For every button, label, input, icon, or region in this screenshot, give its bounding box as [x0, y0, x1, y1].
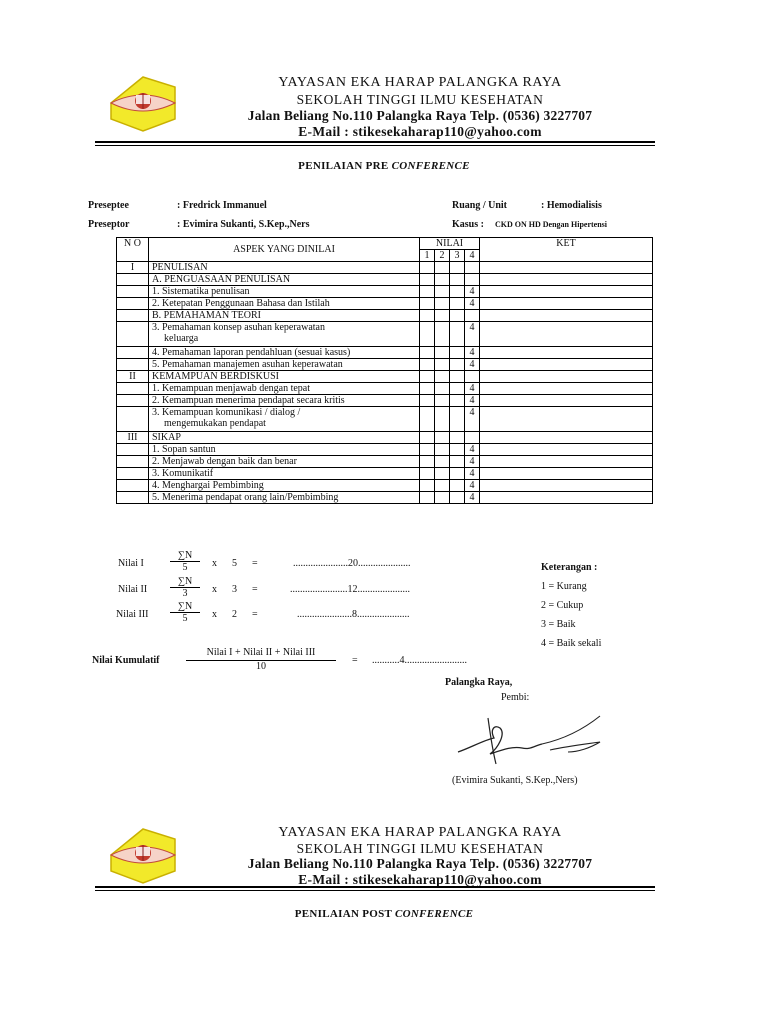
row-number: [117, 359, 149, 371]
header-rule: [95, 141, 655, 143]
table-row: [117, 383, 653, 395]
row-aspect: 5. Menerima pendapat orang lain/Pembimbing: [149, 492, 420, 504]
nilai-2-fraction: [170, 576, 200, 599]
keterangan-item: 4 = Baik sekali: [541, 638, 602, 649]
preseptor-value: : Evimira Sukanti, S.Kep.,Ners: [177, 219, 310, 230]
institution-logo: [103, 825, 183, 885]
kumulatif-fraction: [186, 647, 336, 672]
kumulatif-result: ...........4.........................: [372, 655, 467, 666]
form-title: [0, 160, 768, 172]
row-score: [465, 262, 480, 274]
row-score: 4: [465, 468, 480, 480]
row-aspect: 3. Komunikatif: [149, 468, 420, 480]
nilai-3-fraction: [170, 601, 200, 624]
row-score: 4: [465, 298, 480, 310]
handwritten-signature: [450, 710, 610, 770]
school-name: SEKOLAH TINGGI ILMU KESEHATAN: [296, 841, 544, 856]
nilai-3-times: x: [212, 609, 217, 620]
table-row: [117, 432, 653, 444]
school-name: SEKOLAH TINGGI ILMU KESEHATAN: [296, 92, 544, 107]
row-aspect: 1. Sopan santun: [149, 444, 420, 456]
header-score-3: 3: [450, 250, 465, 262]
institution-logo: [103, 73, 183, 133]
row-number: [117, 480, 149, 492]
row-number: [117, 310, 149, 322]
header-score-1: 1: [420, 250, 435, 262]
nilai-3-mult: 2: [232, 609, 237, 620]
nilai-2-result: .......................12.....................: [290, 584, 410, 595]
nilai-1-den: 5: [182, 562, 188, 573]
row-number: [117, 322, 149, 347]
row-score: 4: [465, 359, 480, 371]
school-address: Jalan Beliang No.110 Palangka Raya Telp. (0536) 3227707: [247, 108, 593, 123]
nilai-3-num: ∑N: [170, 601, 200, 613]
nilai-3-result: ......................8.....................: [297, 609, 410, 620]
signature-city: Palangka Raya,: [445, 677, 513, 688]
preseptor-label: Preseptor: [88, 219, 130, 230]
keterangan-item: 3 = Baik: [541, 619, 576, 630]
signature-name: (Evimira Sukanti, S.Kep.,Ners): [452, 775, 578, 786]
table-row: [117, 371, 653, 383]
row-number: [117, 274, 149, 286]
table-row: [117, 359, 653, 371]
form-title-post: [0, 908, 768, 920]
nilai-1-fraction: [170, 550, 200, 573]
foundation-name: YAYASAN EKA HARAP PALANGKA RAYA: [278, 75, 562, 90]
table-row: [117, 395, 653, 407]
header-rule-thin: [95, 890, 655, 891]
row-aspect: 5. Pemahaman manajemen asuhan keperawatan: [149, 359, 420, 371]
table-row: [117, 262, 653, 274]
assessment-table: [116, 237, 653, 504]
table-row: [117, 480, 653, 492]
keterangan-title: Keterangan :: [541, 562, 598, 573]
table-row: [117, 310, 653, 322]
row-number: [117, 383, 149, 395]
nilai-3-eq: =: [252, 609, 258, 620]
row-score: 4: [465, 383, 480, 395]
row-aspect: [149, 407, 420, 432]
row-number: [117, 492, 149, 504]
signature-role: Pembi:: [501, 692, 530, 703]
row-aspect: 4. Pemahaman laporan pendahluan (sesuai kasus): [149, 347, 420, 359]
kumulatif-label: Nilai Kumulatif: [92, 655, 160, 666]
row-aspect: SIKAP: [149, 432, 420, 444]
row-number: [117, 298, 149, 310]
row-score: [465, 310, 480, 322]
row-aspect: PENULISAN: [149, 262, 420, 274]
table-row: [117, 322, 653, 347]
row-score: [465, 371, 480, 383]
header-rule-thin: [95, 145, 655, 146]
row-aspect: 2. Ketepatan Penggunaan Bahasa dan Istilah: [149, 298, 420, 310]
row-aspect-line1: 3. Kemampuan komunikasi / dialog /: [152, 407, 301, 418]
school-address: Jalan Beliang No.110 Palangka Raya Telp. (0536) 3227707: [247, 856, 593, 871]
nilai-2-label: Nilai II: [118, 584, 148, 595]
row-number: III: [117, 432, 149, 444]
table-row: [117, 347, 653, 359]
nilai-2-num: ∑N: [170, 576, 200, 588]
row-score: [465, 432, 480, 444]
row-score: 4: [465, 286, 480, 298]
row-number: I: [117, 262, 149, 274]
kasus-label: Kasus :: [452, 219, 484, 230]
row-score: 4: [465, 444, 480, 456]
row-aspect: 2. Menjawab dengan baik dan benar: [149, 456, 420, 468]
nilai-1-num: ∑N: [170, 550, 200, 562]
table-row: [117, 286, 653, 298]
table-row: [117, 444, 653, 456]
row-aspect: [149, 322, 420, 347]
row-number: [117, 407, 149, 432]
table-row: [117, 456, 653, 468]
header-rule: [95, 886, 655, 888]
row-score: 4: [465, 492, 480, 504]
nilai-3-label: Nilai III: [116, 609, 149, 620]
header-nilai: NILAI: [420, 238, 480, 250]
row-score: 4: [465, 480, 480, 492]
table-row: [117, 492, 653, 504]
row-aspect: 1. Sistematika penulisan: [149, 286, 420, 298]
row-score: 4: [465, 407, 480, 432]
nilai-1-times: x: [212, 558, 217, 569]
header-score-4: 4: [465, 250, 480, 262]
row-aspect: B. PEMAHAMAN TEORI: [149, 310, 420, 322]
nilai-1-mult: 5: [232, 558, 237, 569]
header-score-2: 2: [435, 250, 450, 262]
row-number: [117, 286, 149, 298]
kumulatif-num: Nilai I + Nilai II + Nilai III: [186, 647, 336, 661]
row-aspect-line1: 3. Pemahaman konsep asuhan keperawatan: [152, 322, 325, 333]
table-row: [117, 468, 653, 480]
row-number: [117, 395, 149, 407]
row-score: 4: [465, 395, 480, 407]
row-number: [117, 444, 149, 456]
row-score: [465, 274, 480, 286]
row-score: 4: [465, 322, 480, 347]
form-title-prefix: PENILAIAN PRE: [298, 160, 392, 172]
table-row: [117, 407, 653, 432]
header-no: N O: [117, 238, 149, 262]
keterangan-item: 1 = Kurang: [541, 581, 587, 592]
preseptee-label: Preseptee: [88, 200, 129, 211]
ruang-value: : Hemodialisis: [541, 200, 602, 211]
row-aspect-line2: mengemukakan pendapat: [164, 418, 266, 429]
form-title-post-italic: CONFERENCE: [395, 908, 474, 920]
form-title-post-prefix: PENILAIAN POST: [294, 908, 396, 920]
school-email: E-Mail : stikesekaharap110@yahoo.com: [298, 872, 542, 887]
header-aspek: ASPEK YANG DINILAI: [149, 238, 420, 262]
row-aspect: 1. Kemampuan menjawab dengan tepat: [149, 383, 420, 395]
table-row: [117, 298, 653, 310]
row-aspect-line2: keluarga: [164, 333, 199, 344]
foundation-name: YAYASAN EKA HARAP PALANGKA RAYA: [278, 825, 562, 840]
nilai-2-mult: 3: [232, 584, 237, 595]
row-aspect: 2. Kemampuan menerima pendapat secara kritis: [149, 395, 420, 407]
kasus-value: CKD ON HD Dengan Hipertensi: [495, 220, 607, 229]
header-ket: KET: [480, 238, 653, 262]
table-row: [117, 274, 653, 286]
school-email: E-Mail : stikesekaharap110@yahoo.com: [298, 124, 542, 139]
row-score: 4: [465, 347, 480, 359]
ruang-label: Ruang / Unit: [452, 200, 508, 211]
preseptee-value: : Fredrick Immanuel: [177, 200, 267, 211]
row-aspect: A. PENGUASAAN PENULISAN: [149, 274, 420, 286]
row-score: 4: [465, 456, 480, 468]
nilai-2-times: x: [212, 584, 217, 595]
nilai-2-den: 3: [182, 588, 188, 599]
row-number: II: [117, 371, 149, 383]
row-number: [117, 468, 149, 480]
row-number: [117, 456, 149, 468]
nilai-1-eq: =: [252, 558, 258, 569]
keterangan-item: 2 = Cukup: [541, 600, 584, 611]
nilai-1-result: ......................20.....................: [293, 558, 411, 569]
row-aspect: 4. Menghargai Pembimbing: [149, 480, 420, 492]
nilai-2-eq: =: [252, 584, 258, 595]
nilai-1-label: Nilai I: [118, 558, 144, 569]
kumulatif-den: 10: [256, 661, 266, 672]
nilai-3-den: 5: [182, 613, 188, 624]
kumulatif-eq: =: [352, 655, 358, 666]
form-title-italic: CONFERENCE: [391, 160, 470, 172]
row-aspect: KEMAMPUAN BERDISKUSI: [149, 371, 420, 383]
row-number: [117, 347, 149, 359]
